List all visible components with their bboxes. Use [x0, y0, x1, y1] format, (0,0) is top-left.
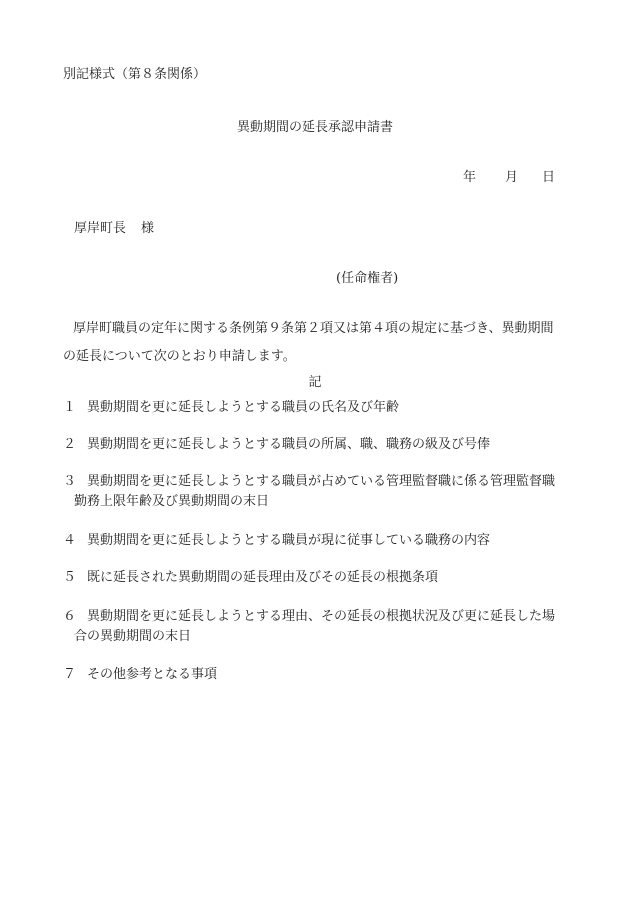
item-number: ７	[63, 667, 77, 682]
item-text: 異動期間を更に延長しようとする職員が占めている管理監督職に係る管理監督職	[87, 474, 556, 489]
body-text-line-2: の延長について次のとおり申請します。	[63, 349, 296, 364]
item-number: ５	[63, 570, 77, 585]
document-title: 異動期間の延長承認申請書	[236, 120, 393, 135]
addressee-honorific: 様	[141, 221, 155, 236]
item-text: 異動期間を更に延長しようとする職員が現に従事している職務の内容	[87, 533, 491, 548]
ki-heading: 記	[308, 375, 322, 390]
item-text: 異動期間を更に延長しようとする理由、その延長の根拠状況及び更に延長した場	[87, 609, 556, 624]
item-number: １	[63, 400, 77, 415]
item-text: 既に延長された異動期間の延長理由及びその延長の根拠条項	[87, 570, 439, 585]
item-text: その他参考となる事項	[87, 667, 218, 682]
date-year-label: 年	[463, 170, 477, 185]
item-text-continuation: 勤務上限年齢及び異動期間の末日	[74, 494, 270, 509]
item-number: ４	[63, 533, 77, 548]
item-number: ３	[63, 474, 77, 489]
form-label: 別記様式（第８条関係）	[63, 67, 207, 82]
item-text: 異動期間を更に延長しようとする職員の所属、職、職務の級及び号俸	[87, 437, 491, 452]
item-number: ２	[63, 437, 77, 452]
date-day-label: 日	[542, 170, 556, 185]
body-text-line-1: 厚岸町職員の定年に関する条例第９条第２項又は第４項の規定に基づき、異動期間	[73, 321, 554, 336]
item-number: ６	[63, 609, 77, 624]
date-month-label: 月	[505, 170, 519, 185]
addressee-name: 厚岸町長	[74, 221, 127, 236]
item-text: 異動期間を更に延長しようとする職員の氏名及び年齢	[87, 400, 400, 415]
applicant-label: (任命権者)	[336, 271, 399, 286]
item-text-continuation: 合の異動期間の末日	[74, 629, 192, 644]
